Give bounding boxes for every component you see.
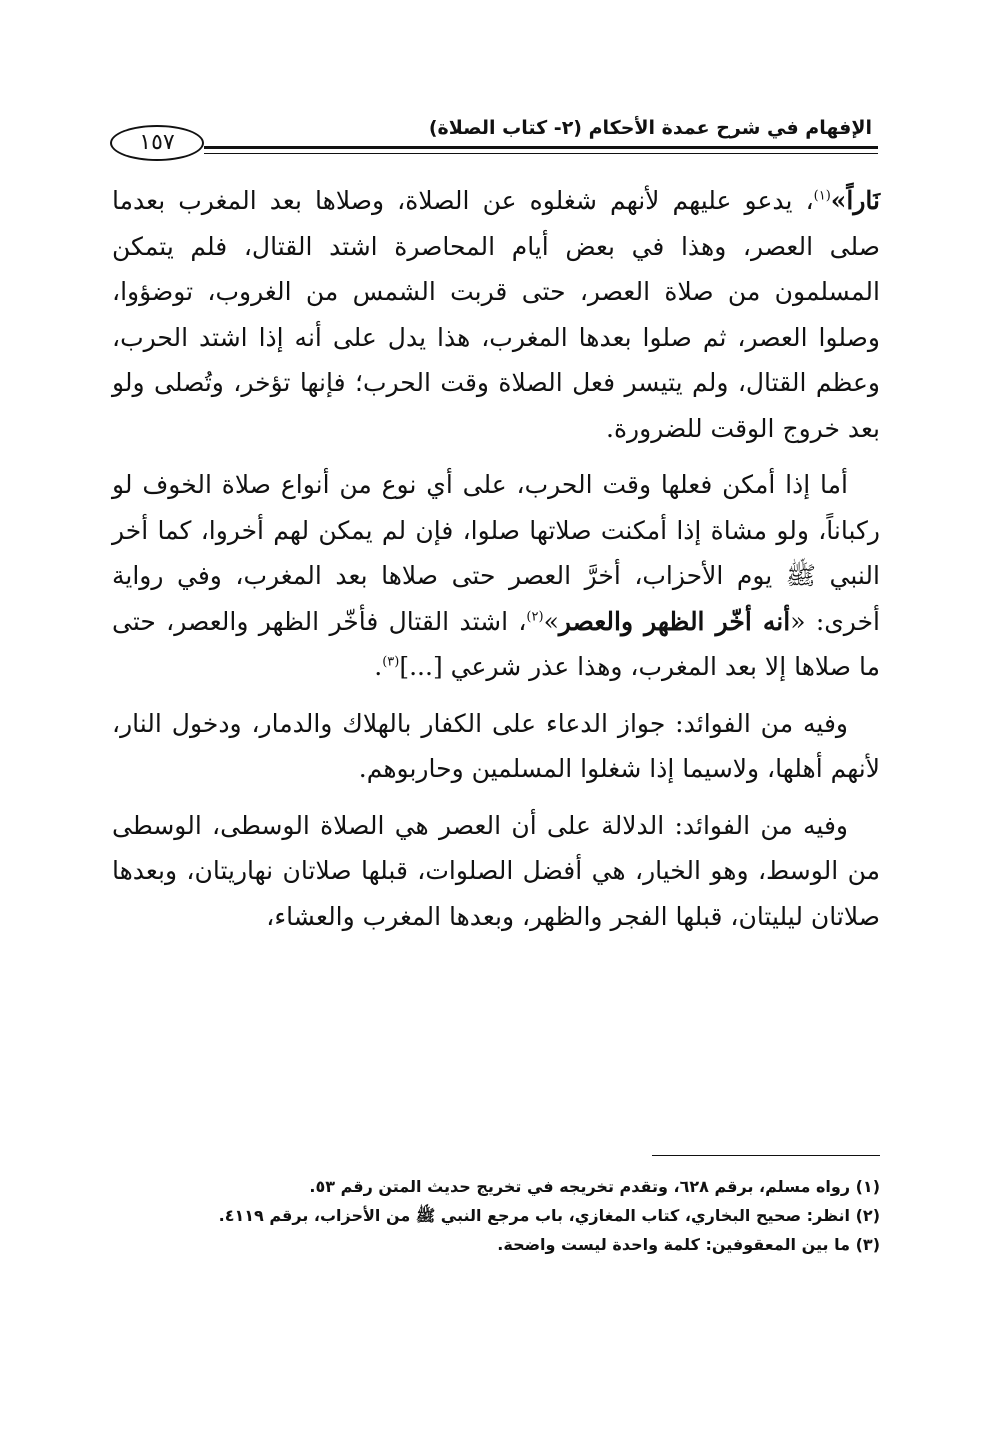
footnote-ref-1[interactable]: (١) [813,188,831,204]
footnote-1: (١) رواه مسلم، برقم ٦٢٨، وتقدم تخريجه في تخريج حديث المتن رقم ٥٣. [309,1177,880,1196]
page-number: ١٥٧ [110,125,204,161]
running-header-title: الإفهام في شرح عمدة الأحكام (٢- كتاب الصلاة) [428,117,872,139]
footnote-3: (٣) ما بين المعقوفين: كلمة واحدة ليست واضحة. [497,1235,880,1254]
running-header [108,112,878,162]
footnote-separator [652,1155,880,1156]
header-rule-thick [204,146,878,149]
paragraph-2-text-before: أما إذا أمكن فعلها وقت الحرب، على أي نوع من أنواع صلاة الخوف لو ركباناً، ولو مشاة إذا أمكنت صلاتها صلوا، فإن لم يمكن لهم أخروا، كما أخر النبي ﷺ يوم الأحزاب، أخرَّ العصر حتى صلاها بعد المغرب، وفي رواية أخرى: « [112,470,880,636]
footnote-ref-3[interactable]: (٣) [382,654,400,670]
paragraph-2-text-after: ، اشتد القتال فأخّر الظهر والعصر، حتى ما صلاها إلا بعد المغرب، وهذا عذر شرعي [...] [112,606,880,681]
paragraph-4: وفيه من الفوائد: الدلالة على أن العصر هي الصلاة الوسطى، الوسطى من الوسط، وهو الخيار، هي أفضل الصلوات، قبلها صلاتان نهاريتان، وبعدها صلاتان ليليتان، قبلها الفجر والظهر، وبعدها المغرب والعشاء، [112,810,880,931]
main-text [112,178,880,950]
paragraph-2-quote-close: » [543,606,559,636]
hadith-quote-bold: أنه أخّر الظهر والعصر [558,606,791,636]
footnote-2: (٢) انظر: صحيح البخاري، كتاب المغازي، باب مرجع النبي ﷺ من الأحزاب، برقم ٤١١٩. [218,1206,880,1225]
footnotes [112,1172,880,1259]
paragraph-2 [112,462,880,690]
bold-lead-phrase: نَاراً» [830,186,880,215]
paragraph-1 [112,178,880,451]
footnote-ref-2[interactable]: (٢) [526,609,544,625]
paragraph-1-text: ، يدعو عليهم لأنهم شغلوه عن الصلاة، وصلاها بعد المغرب بعدما صلى العصر، وهذا في بعض أيام المحاصرة اشتد القتال، فلم يتمكن المسلمون من صلاة العصر، حتى قربت الشمس من الغروب، توضؤوا، وصلوا العصر، ثم صلوا بعدها المغرب، هذا يدل على أنه إذا اشتد الحرب، وعظم القتال، ولم يتيسر فعل الصلاة وقت الحرب؛ فإنها تؤخر، وتُصلى ولو بعد خروج الوقت للضرورة. [112,186,880,443]
paragraph-3: وفيه من الفوائد: جواز الدعاء على الكفار بالهلاك والدمار، ودخول النار، لأنهم أهلها، ولاسيما إذا شغلوا المسلمين وحاربوهم. [112,708,880,783]
paragraph-2-text-end: . [374,652,383,681]
header-rule-thin [204,153,878,154]
